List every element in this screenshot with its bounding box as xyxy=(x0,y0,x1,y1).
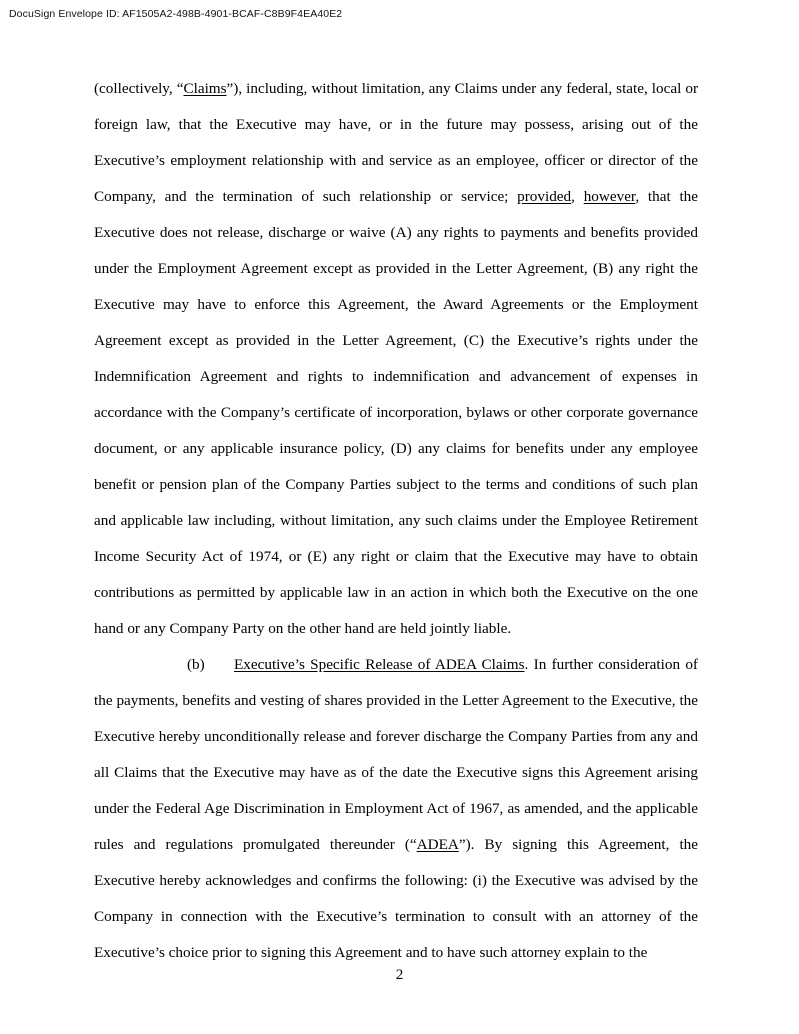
adea-release-paragraph xyxy=(94,647,698,971)
text-run: ”). By signing this Agreement, the Executive hereby acknowledges and confirms the following: (i) the Executive was advised by the Company in connection with the Executive’s termination to consult with an attorney of the Executive’s choice prior to signing this Agreement and to have such attorney explain to the xyxy=(94,836,698,961)
text-run: . In further consideration of the payments, benefits and vesting of shares provided in the Letter Agreement to the Executive, the Executive hereby unconditionally release and forever discharge the Company Parties from any and all Claims that the Executive may have as of the date the Executive signs this Agreement arising under the Federal Age Discrimination in Employment Act of 1967, as amended, and the applicable rules and regulations promulgated thereunder (“ xyxy=(94,656,698,853)
document-body xyxy=(94,71,698,971)
term-provided: provided xyxy=(517,188,572,205)
page-number: 2 xyxy=(395,966,404,983)
text-run: ”), including, without limitation, any Claims under any federal, state, local or foreign law, that the Executive may have, or in the future may possess, arising out of the Executive’s employment relationship with and service as an employee, officer or director of the Company, and the termination of such relationship or service; xyxy=(94,80,698,205)
text-run: (collectively, “ xyxy=(94,80,184,97)
paragraph-number: (b) xyxy=(187,656,205,673)
term-however: however xyxy=(583,188,636,205)
text-run: , xyxy=(571,188,584,205)
section-heading: Executive’s Specific Release of ADEA Claims xyxy=(234,656,525,673)
defined-term-adea: ADEA xyxy=(416,836,459,853)
defined-term-claims: Claims xyxy=(183,80,227,97)
docusign-envelope-id: DocuSign Envelope ID: AF1505A2-498B-4901-BCAF-C8B9F4EA40E2 xyxy=(9,8,343,20)
text-run: , that the Executive does not release, discharge or waive (A) any rights to payments and benefits provided under the Employment Agreement except as provided in the Letter Agreement, (B) any right the Executive may have to enforce this Agreement, the Award Agreements or the Employment Agreement except as provided in the Letter Agreement, (C) the Executive’s rights under the Indemnification Agreement and rights to indemnification and advancement of expenses in accordance with the Company’s certificate of incorporation, bylaws or other corporate governance document, or any applicable insurance policy, (D) any claims for benefits under any employee benefit or pension plan of the Company Parties subject to the terms and conditions of such plan and applicable law including, without limitation, any such claims under the Employee Retirement Income Security Act of 1974, or (E) any right or claim that the Executive may have to obtain contributions as permitted by applicable law in an action in which both the Executive on the one hand or any Company Party on the other hand are held jointly liable. xyxy=(94,188,699,637)
release-paragraph xyxy=(94,71,698,647)
